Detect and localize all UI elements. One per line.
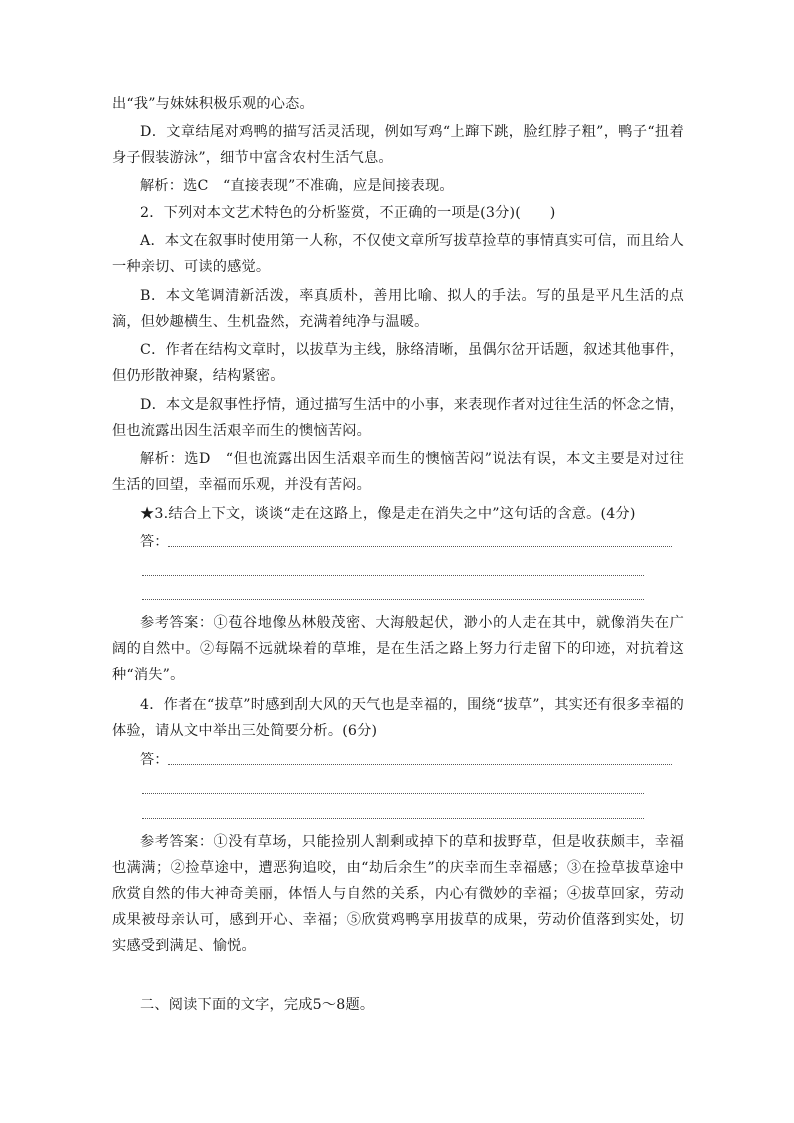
paragraph-reference-answer-q3: 参考答案：①苞谷地像丛林般茂密、大海般起伏，渺小的人走在其中，就像消失在广阔的自然中。②每隔不远就垛着的草堆，是在生活之路上努力行走留下的印迹，对抗着这种“消失”。: [112, 615, 684, 683]
paragraph-question-4: 4．作者在“拔草”时感到刮大风的天气也是幸福的，围绕“拔草”，其实还有很多幸福的体验，请从文中举出三处简要分析。(6分): [112, 697, 684, 739]
paragraph-option-d-q2: D．本文是叙事性抒情，通过描写生活中的小事，来表现作者对过往生活的怀念之情，但也流露出因生活艰辛而生的懊恼苦闷。: [112, 397, 684, 439]
paragraph-option-b-q2: B．本文笔调清新活泼，率真质朴，善用比喻、拟人的手法。写的虽是平凡生活的点滴，但妙趣横生、生机盎然，充满着纯净与温暖。: [112, 288, 684, 330]
answer-area-q4[interactable]: [112, 747, 684, 773]
answer-line[interactable]: [142, 575, 644, 576]
answer-label: 答：: [140, 534, 169, 550]
paragraph-option-d-q1: D．文章结尾对鸡鸭的描写活灵活现，例如写鸡“上蹿下跳，脸红脖子粗”，鸭子“扭着身子假装游泳”，细节中富含农村生活气息。: [112, 124, 684, 166]
paragraph-option-c-end: 出“我”与妹妹积极乐观的心态。: [112, 96, 314, 112]
answer-line[interactable]: [168, 764, 672, 765]
answer-area-q3[interactable]: [112, 529, 684, 555]
section-heading: 二、阅读下面的文字，完成5～8题。: [140, 997, 375, 1013]
answer-label: 答：: [140, 752, 169, 768]
paragraph-option-a-q2: A．本文在叙事时使用第一人称，不仅使文章所写拔草捡草的事情真实可信，而且给人一种亲切、可读的感觉。: [112, 233, 684, 275]
answer-line[interactable]: [142, 793, 644, 794]
paragraph-option-c-q2: C．作者在结构文章时，以拔草为主线，脉络清晰，虽偶尔岔开话题，叙述其他事件，但仍形散神聚，结构紧密。: [112, 342, 684, 384]
answer-line[interactable]: [142, 599, 644, 600]
answer-line[interactable]: [142, 818, 644, 819]
paragraph-reference-answer-q4: 参考答案：①没有草场，只能捡别人割剩或掉下的草和拔野草，但是收获颇丰，幸福也满满；②捡草途中，遭恶狗追咬，由“劫后余生”的庆幸而生幸福感；③在捡草拔草途中欣赏自然的伟大神奇美丽，体悟人与自然的关系，内心有微妙的幸福；④拔草回家，劳动成果被母亲认可，感到开心、幸福；⑤欣赏鸡鸭享用拔草的成果，劳动价值落到实处，切实感受到满足、愉悦。: [112, 834, 684, 954]
paragraph-analysis-q1: 解析：选C “直接表现”不准确，应是间接表现。: [140, 178, 454, 194]
answer-line[interactable]: [168, 546, 672, 547]
paragraph-analysis-q2: 解析：选D “但也流露出因生活艰辛而生的懊恼苦闷”说法有误，本文主要是对过往生活的回望，幸福而乐观，并没有苦闷。: [112, 451, 684, 493]
paragraph-question-2: 2．下列对本文艺术特色的分析鉴赏，不正确的一项是(3分)( ): [140, 205, 556, 221]
paragraph-question-3: ★3.结合上下文，谈谈“走在这路上，像是走在消失之中”这句话的含意。(4分): [140, 506, 636, 522]
